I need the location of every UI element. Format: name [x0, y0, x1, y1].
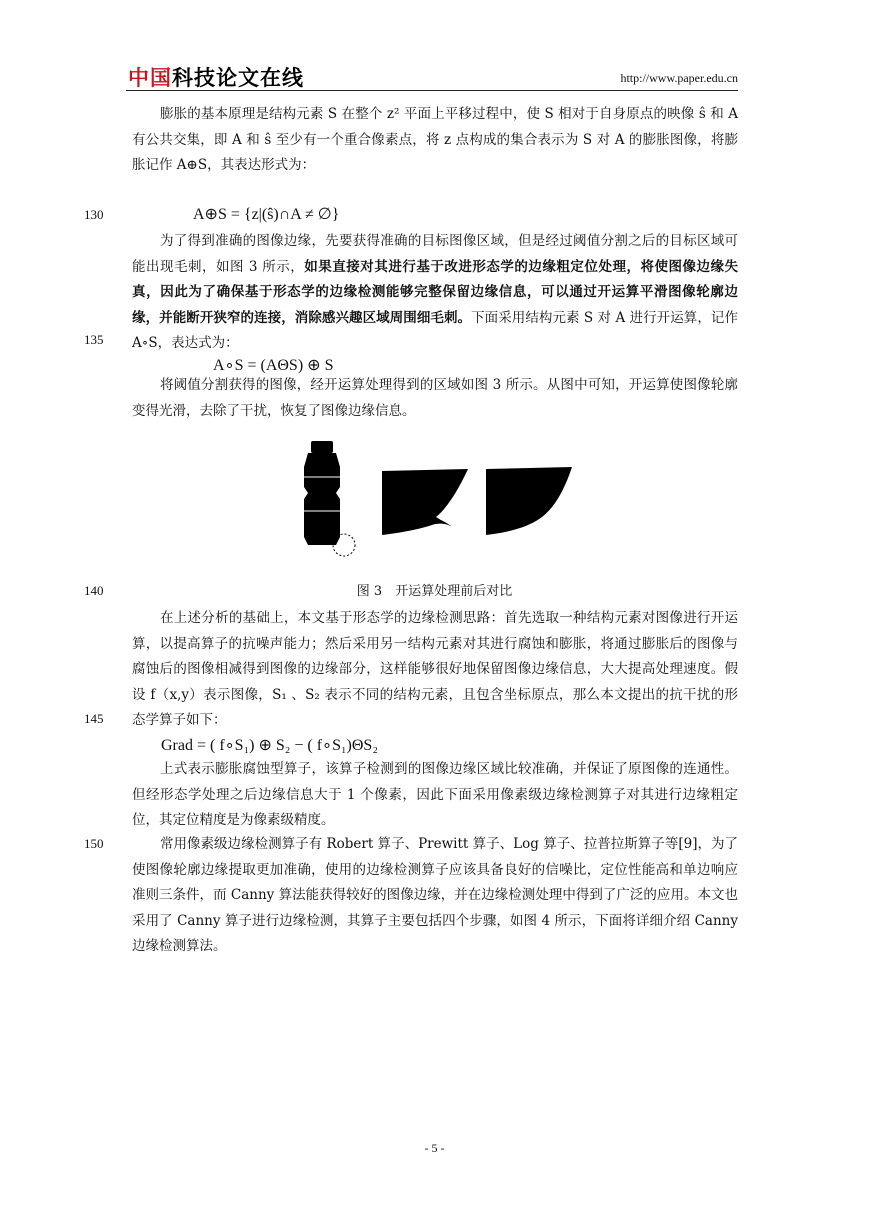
paragraph-method: 在上述分析的基础上，本文基于形态学的边缘检测思路：首先选取一种结构元素对图像进行开运算，以提高算子的抗噪声能力；然后采用另一结构元素对其进行腐蚀和膨胀，将通过膨胀后的图像与腐蚀后的图像相减得到图像的边缘部分，这样能够很好地保留图像边缘信息，大大提高处理速度。假设 f（x,y）表示图像，S₁ 、S₂ 表示不同的结构元素，且包含坐标原点，那么本文提出的抗干扰的形态学算子如下： [132, 610, 738, 729]
paragraph-text: 为了得到准确的图像边缘，先要获得准确的目标图像区域，但是经过阈值分割之后的目标区域可能出现毛刺，如图 3 所示， [132, 233, 738, 275]
formula-opening: A∘S = (AΘS) ⊕ S [213, 357, 334, 374]
line-number: 145 [84, 711, 104, 726]
paragraph-text: 下面采用结构元素 S 对 A 进行开运算，记作 A∘S，表达式为： [132, 309, 738, 352]
page-number: - 5 - [424, 1141, 445, 1155]
header-url[interactable]: http://www.paper.edu.cn [620, 71, 738, 85]
line-number: 140 [84, 583, 104, 598]
paragraph-operator: 上式表示膨胀腐蚀型算子，该算子检测到的图像边缘区域比较准确，并保证了原图像的连通性。但经形态学处理之后边缘信息大于 1 个像素，因此下面采用像素级边缘检测算子对其进行边缘粗定位，其定位精度是为像素级精度。 [132, 761, 738, 829]
paragraph-opening-result: 将阈值分割获得的图像，经开运算处理得到的区域如图 3 所示。从图中可知，开运算使图像轮廓变得光滑，去除了干扰，恢复了图像边缘信息。 [132, 377, 738, 419]
bottle-silhouette [304, 441, 355, 556]
figure-caption: 图 3 开运算处理前后对比 [356, 584, 513, 599]
line-number: 135 [84, 332, 104, 347]
figure-opening-comparison [296, 437, 578, 559]
paragraph-canny: 常用像素级边缘检测算子有 Robert 算子、Prewitt 算子、Log 算子、拉普拉斯算子等[9]，为了使图像轮廓边缘提取更加准确，使用的边缘检测算子应该具备良好的信噪比，定位性能高和单边响应准则三条件，而 Canny 算法能获得较好的图像边缘，并在边缘检测处理中得到了广泛的应用。本文也采用了 Canny 算子进行边缘检测，其算子主要包括四个步骤，如图 4 所示，下面将详细介绍 Canny 边缘检测算法。 [132, 836, 738, 955]
paragraph-dilation: 膨胀的基本原理是结构元素 S 在整个 z² 平面上平移过程中，使 S 相对于自身原点的映像 ŝ 和 A 有公共交集，即 A 和 ŝ 至少有一个重合像素点，将 z 点构成的集合表示为 S 对 A 的膨胀图像，将膨胀记作 A⊕S，其表达形式为： [132, 106, 738, 174]
paragraph-bold-text: 如果直接对其进行基于改进形态学的边缘粗定位处理，将使图像边缘失真，因此为了确保基于形态学的边缘检测能够完整保留边缘信息，可以通过开运算平滑图像轮廓边缘，并能断开狭窄的连接，消除感兴趣区域周围细毛刺。 [132, 258, 739, 326]
formula-grad: Grad = ( f∘S₁) ⊕ S₂ − ( f∘S₁)ΘS₂ [161, 737, 378, 754]
paragraph-opening [132, 229, 738, 357]
region-after-opening [486, 467, 572, 535]
journal-logo: 中国科技论文在线 [128, 66, 304, 90]
line-number: 150 [84, 836, 104, 851]
page-header [126, 62, 738, 91]
region-before-opening [382, 469, 468, 535]
formula-dilation: A⊕S = {z|(ŝ)∩A ≠ ∅} [193, 206, 340, 223]
line-number: 130 [84, 207, 104, 222]
